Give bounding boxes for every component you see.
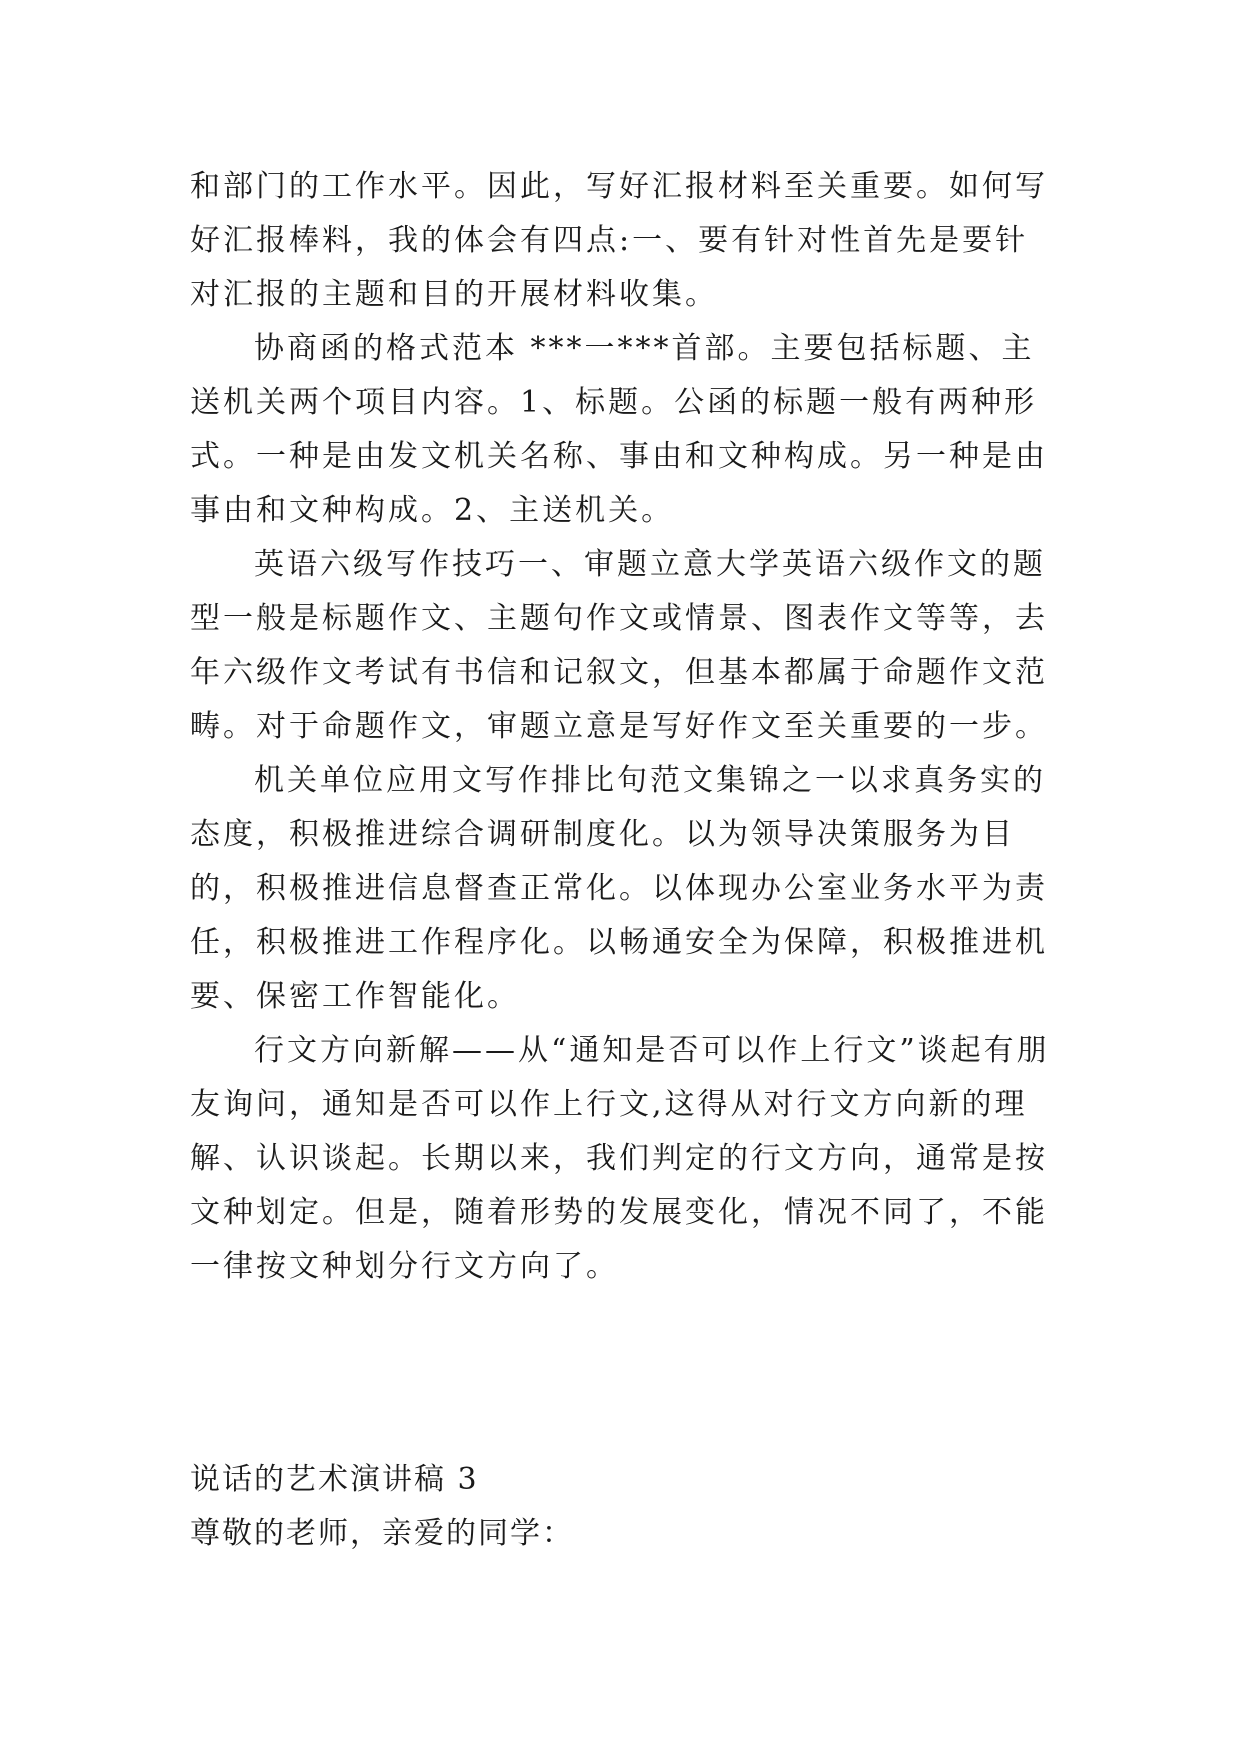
speech-section bbox=[190, 1453, 1050, 1561]
paragraph-continued: 和部门的工作水平。因此，写好汇报材料至关重要。如何写好汇报棒料，我的体会有四点:一、要有针对性首先是要针对汇报的主题和目的开展材料收集。 bbox=[190, 169, 1048, 312]
section-title: 说话的艺术演讲稿 3 bbox=[190, 1462, 479, 1497]
paragraph-document-direction: 行文方向新解——从“通知是否可以作上行文”谈起有朋友询问，通知是否可以作上行文,这得从对行文方向新的理解、认识谈起。长期以来，我们判定的行文方向，通常是按文种划定。但是，随着形势的发展变化，情况不同了，不能一律按文种划分行文方向了。 bbox=[190, 1033, 1050, 1284]
paragraph-letter-format: 协商函的格式范本 ***一***首部。主要包括标题、主送机关两个项目内容。1、标题。公函的标题一般有两种形式。一种是由发文机关名称、事由和文种构成。另一种是由事由和文种构成。2、主送机关。 bbox=[190, 331, 1048, 528]
paragraph-parallelism: 机关单位应用文写作排比句范文集锦之一以求真务实的态度，积极推进综合调研制度化。以为领导决策服务为目的，积极推进信息督查正常化。以体现办公室业务水平为责任，积极推进工作程序化。以畅通安全为保障，积极推进机要、保密工作智能化。 bbox=[190, 763, 1048, 1014]
document-body bbox=[190, 160, 1050, 1294]
paragraph-cet6-writing: 英语六级写作技巧一、审题立意大学英语六级作文的题型一般是标题作文、主题句作文或情景、图表作文等等，去年六级作文考试有书信和记叙文，但基本都属于命题作文范畴。对于命题作文，审题立意是写好作文至关重要的一步。 bbox=[190, 547, 1048, 744]
salutation: 尊敬的老师，亲爱的同学： bbox=[190, 1516, 574, 1551]
